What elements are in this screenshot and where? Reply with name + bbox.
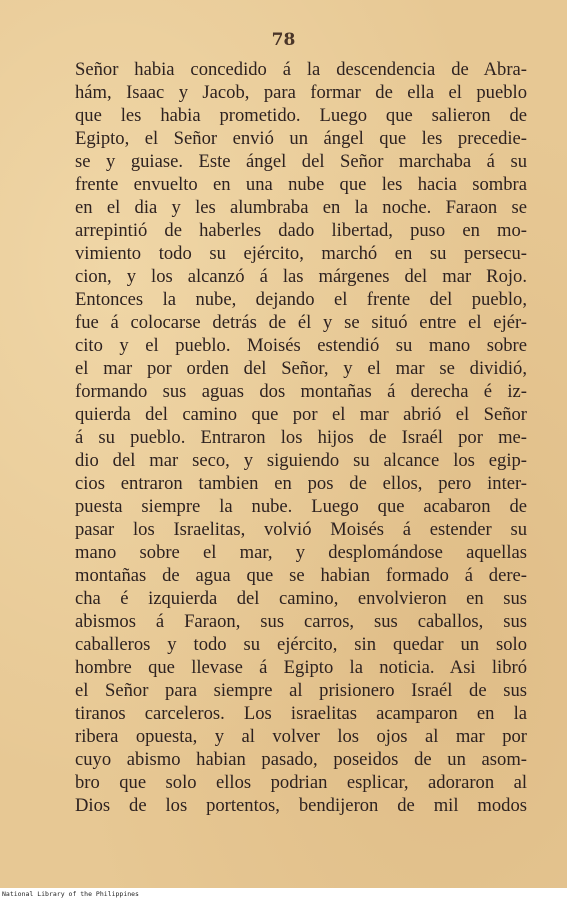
text-line: puesta siempre la nube. Luego que acabaron de: [75, 496, 527, 517]
text-line: á su pueblo. Entraron los hijos de Israél por me-: [75, 427, 527, 448]
text-line: abismos á Faraon, sus carros, sus caballos, sus: [75, 611, 527, 632]
text-line: Señor habia concedido á la descendencia de Abra-: [75, 59, 527, 80]
text-line: mano sobre el mar, y desplomándose aquellas: [75, 542, 527, 563]
text-line: hám, Isaac y Jacob, para formar de ella el pueblo: [75, 82, 527, 103]
text-line: en el dia y les alumbraba en la noche. Faraon se: [75, 197, 527, 218]
body-text: [75, 58, 527, 817]
text-line: Egipto, el Señor envió un ángel que les precedie-: [75, 128, 527, 149]
text-line: caballeros y todo su ejército, sin quedar un solo: [75, 634, 527, 655]
text-line: se y guiase. Este ángel del Señor marchaba á su: [75, 151, 527, 172]
text-line: tiranos carceleros. Los israelitas acamparon en la: [75, 703, 527, 724]
text-line: formando sus aguas dos montañas á derecha é iz-: [75, 381, 527, 402]
text-line: vimiento todo su ejército, marchó en su persecu-: [75, 243, 527, 264]
text-line: cha é izquierda del camino, envolvieron en sus: [75, 588, 527, 609]
text-line: fue á colocarse detrás de él y se situó entre el ejér-: [75, 312, 527, 333]
text-line: cito y el pueblo. Moisés estendió su mano sobre: [75, 335, 527, 356]
text-line: ribera opuesta, y al volver los ojos al mar por: [75, 726, 527, 747]
text-line: cion, y los alcanzó á las márgenes del mar Rojo.: [75, 266, 527, 287]
text-line: el Señor para siempre al prisionero Israél de sus: [75, 680, 527, 701]
text-line: bro que solo ellos podrian esplicar, adoraron al: [75, 772, 527, 793]
text-line: cios entraron tambien en pos de ellos, pero inter-: [75, 473, 527, 494]
text-line: pasar los Israelitas, volvió Moisés á estender su: [75, 519, 527, 540]
text-line: frente envuelto en una nube que les hacia sombra: [75, 174, 527, 195]
text-line: quierda del camino que por el mar abrió el Señor: [75, 404, 527, 425]
library-credit: National Library of the Philippines: [2, 890, 139, 898]
text-line: cuyo abismo habian pasado, poseidos de un asom-: [75, 749, 527, 770]
page-number: 78: [271, 30, 296, 50]
text-line: dio del mar seco, y siguiendo su alcance los egip-: [75, 450, 527, 471]
text-line: Dios de los portentos, bendijeron de mil modos: [75, 795, 527, 816]
text-line: que les habia prometido. Luego que salieron de: [75, 105, 527, 126]
text-line: Entonces la nube, dejando el frente del pueblo,: [75, 289, 527, 310]
text-line: el mar por orden del Señor, y el mar se dividió,: [75, 358, 527, 379]
text-line: arrepintió de haberles dado libertad, puso en mo-: [75, 220, 527, 241]
text-line: montañas de agua que se habian formado á dere-: [75, 565, 527, 586]
text-line: hombre que llevase á Egipto la noticia. Asi libró: [75, 657, 527, 678]
